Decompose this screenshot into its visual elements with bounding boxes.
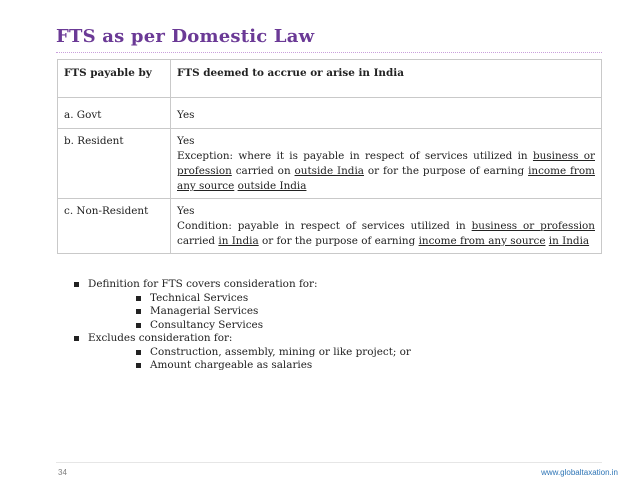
header-payable-by: FTS payable by xyxy=(58,60,171,98)
table-row xyxy=(58,199,602,254)
accrual-answer: Yes xyxy=(177,205,195,217)
payer-cell: a. Govt xyxy=(58,98,171,129)
header-deemed-accrue: FTS deemed to accrue or arise in India xyxy=(171,60,602,98)
condition-text: Condition: payable in respect of services utilized in business or profession carried in India or for the purpose of earning income from any source in India xyxy=(177,220,595,247)
list-item: Technical Services xyxy=(134,292,411,306)
exception-text: Exception: where it is payable in respect of services utilized in business or profession carried on outside India or for the purpose of earning income from any source outside India xyxy=(177,150,595,192)
sub-bullet-list xyxy=(88,292,411,333)
footer-link[interactable]: www.globaltaxation.in xyxy=(541,468,618,477)
fts-table xyxy=(57,59,602,254)
slide-title: FTS as per Domestic Law xyxy=(56,26,315,47)
sub-bullet-list xyxy=(88,346,411,373)
list-item: Construction, assembly, mining or like project; or xyxy=(134,346,411,360)
footer-divider xyxy=(56,462,602,463)
table-row xyxy=(58,98,602,129)
page-number: 34 xyxy=(58,468,67,477)
accrual-cell: Yes xyxy=(171,98,602,129)
list-item: Amount chargeable as salaries xyxy=(134,359,411,373)
list-item: Definition for FTS covers consideration for: Technical Services Managerial Services Consultancy Services xyxy=(72,278,411,332)
list-item: Managerial Services xyxy=(134,305,411,319)
accrual-cell xyxy=(171,199,602,254)
table-header-row xyxy=(58,60,602,98)
accrual-cell xyxy=(171,129,602,199)
bullet-list xyxy=(72,278,411,373)
list-item: Consultancy Services xyxy=(134,319,411,333)
payer-cell: c. Non-Resident xyxy=(58,199,171,254)
list-item: Excludes consideration for: Construction, assembly, mining or like project; or Amount chargeable as salaries xyxy=(72,332,411,373)
title-divider xyxy=(56,52,602,53)
table-row xyxy=(58,129,602,199)
payer-cell: b. Resident xyxy=(58,129,171,199)
accrual-answer: Yes xyxy=(177,135,195,147)
